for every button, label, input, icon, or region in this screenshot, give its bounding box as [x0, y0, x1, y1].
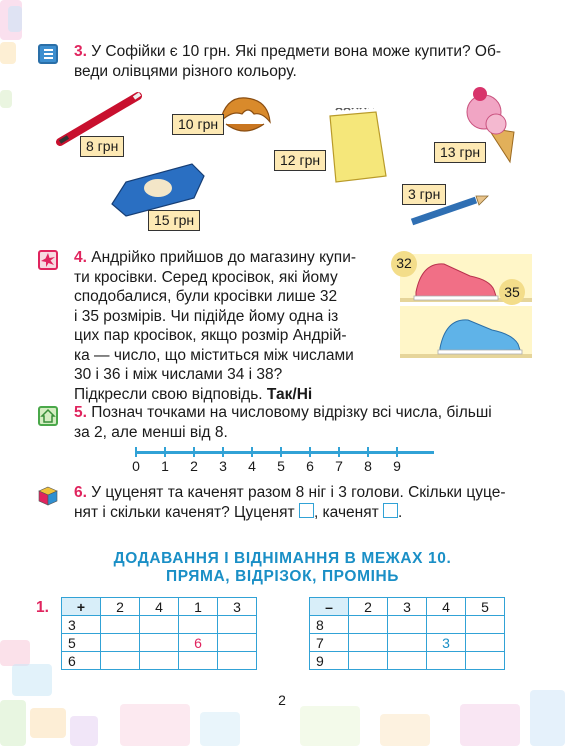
number-line[interactable]: [132, 450, 436, 476]
answer-cell[interactable]: [101, 652, 140, 670]
table-row: [62, 616, 257, 634]
answer-cell[interactable]: [179, 652, 218, 670]
subtraction-table: [309, 597, 505, 670]
yes-no-answer[interactable]: Так/Ні: [266, 385, 313, 403]
exercise1-number: 1.: [36, 599, 49, 616]
answer-cell[interactable]: [427, 652, 466, 670]
column-header: 3: [388, 598, 427, 616]
answer-cell[interactable]: [349, 616, 388, 634]
number-line-label: 7: [335, 458, 343, 474]
number-line-label: 2: [190, 458, 198, 474]
column-header: 4: [427, 598, 466, 616]
number-line-label: 8: [364, 458, 372, 474]
task6-text: 6. У цуценят та каченят разом 8 ніг і 3 голови. Скільки цуце- нят і скільки каченят? Цуценят , каченят .: [74, 484, 506, 521]
number-line-label: 6: [306, 458, 314, 474]
row-header: 9: [310, 652, 349, 670]
column-header: 5: [466, 598, 505, 616]
task3-number: 3.: [74, 43, 87, 60]
answer-cell[interactable]: [218, 616, 257, 634]
answer-cell[interactable]: 6: [179, 634, 218, 652]
section-heading-line1: ДОДАВАННЯ І ВІДНІМАННЯ В МЕЖАХ 10.: [113, 550, 452, 567]
answer-cell[interactable]: 3: [427, 634, 466, 652]
row-header: 6: [62, 652, 101, 670]
number-line-label: 9: [393, 458, 401, 474]
price-tag-icecream: 13 грн: [434, 142, 486, 163]
answer-cell[interactable]: [466, 652, 505, 670]
row-header: 3: [62, 616, 101, 634]
column-header: 2: [349, 598, 388, 616]
cube-icon: [38, 486, 58, 506]
number-line-label: 3: [219, 458, 227, 474]
notebook-icon: [38, 44, 58, 64]
answer-cell[interactable]: [101, 616, 140, 634]
number-line-label: 5: [277, 458, 285, 474]
answer-cell[interactable]: [466, 616, 505, 634]
answer-cell[interactable]: [218, 652, 257, 670]
answer-cell[interactable]: [466, 634, 505, 652]
number-line-tick[interactable]: [367, 447, 369, 457]
row-header: 5: [62, 634, 101, 652]
size-label-32: 32: [396, 255, 412, 271]
answer-cell[interactable]: [101, 634, 140, 652]
number-line-tick[interactable]: [251, 447, 253, 457]
column-header: 4: [140, 598, 179, 616]
answer-cell[interactable]: [140, 652, 179, 670]
table-row: [310, 652, 505, 670]
task3-text: 3. У Софійки є 10 грн. Які предмети вона може купити? Об- веди олівцями різного кольору.: [74, 43, 502, 80]
operator-cell: +: [62, 598, 101, 616]
number-line-tick[interactable]: [164, 447, 166, 457]
operator-cell: –: [310, 598, 349, 616]
star-burst-icon: [38, 250, 58, 270]
table-row: [310, 634, 505, 652]
puppies-answer-box[interactable]: [299, 503, 314, 518]
number-line-label: 0: [132, 458, 140, 474]
column-header: 3: [218, 598, 257, 616]
price-tag-pencil: 3 грн: [402, 184, 446, 205]
size-label-35: 35: [504, 284, 520, 300]
task4-text: 4. Андрійко прийшов до магазину купи- ти кросівки. Серед кросівок, які йому сподобалися, були кросівки лише 32 і 35 розмірів. Чи підійде йому одна із цих пар кросівок, якщо розмір Андрій- ка — число, що міститься між числами 30 і 36 і між числами 34 і 38? Підкресли свою відповідь. Так/Ні: [74, 249, 357, 403]
price-tag-candy: 15 грн: [148, 210, 200, 231]
task4-number: 4.: [74, 249, 87, 266]
answer-cell[interactable]: [388, 634, 427, 652]
table-row: [62, 652, 257, 670]
answer-cell[interactable]: [349, 652, 388, 670]
price-tag-pen: 8 грн: [80, 136, 124, 157]
notepad-illustration: [318, 108, 390, 186]
column-header: 2: [101, 598, 140, 616]
number-line-tick[interactable]: [396, 447, 398, 457]
answer-cell[interactable]: [388, 616, 427, 634]
answer-cell[interactable]: [218, 634, 257, 652]
price-tag-notepad: 12 грн: [274, 150, 326, 171]
task6-number: 6.: [74, 484, 87, 501]
addition-table: [61, 597, 257, 670]
ducklings-answer-box[interactable]: [383, 503, 398, 518]
table-row: [62, 634, 257, 652]
table-header-row: [310, 598, 505, 616]
number-line-tick[interactable]: [280, 447, 282, 457]
number-line-tick[interactable]: [222, 447, 224, 457]
task5-number: 5.: [74, 404, 87, 421]
number-line-label: 1: [161, 458, 169, 474]
answer-cell[interactable]: [140, 616, 179, 634]
answer-cell[interactable]: [349, 634, 388, 652]
number-line-tick[interactable]: [193, 447, 195, 457]
page-number: 2: [278, 692, 286, 708]
house-icon: [38, 406, 58, 426]
number-line-label: 4: [248, 458, 256, 474]
answer-cell[interactable]: [140, 634, 179, 652]
number-line-tick[interactable]: [135, 447, 137, 457]
table-header-row: [62, 598, 257, 616]
table-row: [310, 616, 505, 634]
task5-text: 5. Познач точками на числовому відрізку всі числа, більші за 2, але менші від 8.: [74, 404, 492, 441]
answer-cell[interactable]: [388, 652, 427, 670]
number-line-tick[interactable]: [309, 447, 311, 457]
row-header: 7: [310, 634, 349, 652]
section-heading-line2: ПРЯМА, ВІДРІЗОК, ПРОМІНЬ: [165, 568, 400, 585]
row-header: 8: [310, 616, 349, 634]
number-line-axis: [136, 451, 434, 454]
number-line-tick[interactable]: [338, 447, 340, 457]
answer-cell[interactable]: [427, 616, 466, 634]
column-header: 1: [179, 598, 218, 616]
price-tag-croissant: 10 грн: [172, 114, 224, 135]
answer-cell[interactable]: [179, 616, 218, 634]
